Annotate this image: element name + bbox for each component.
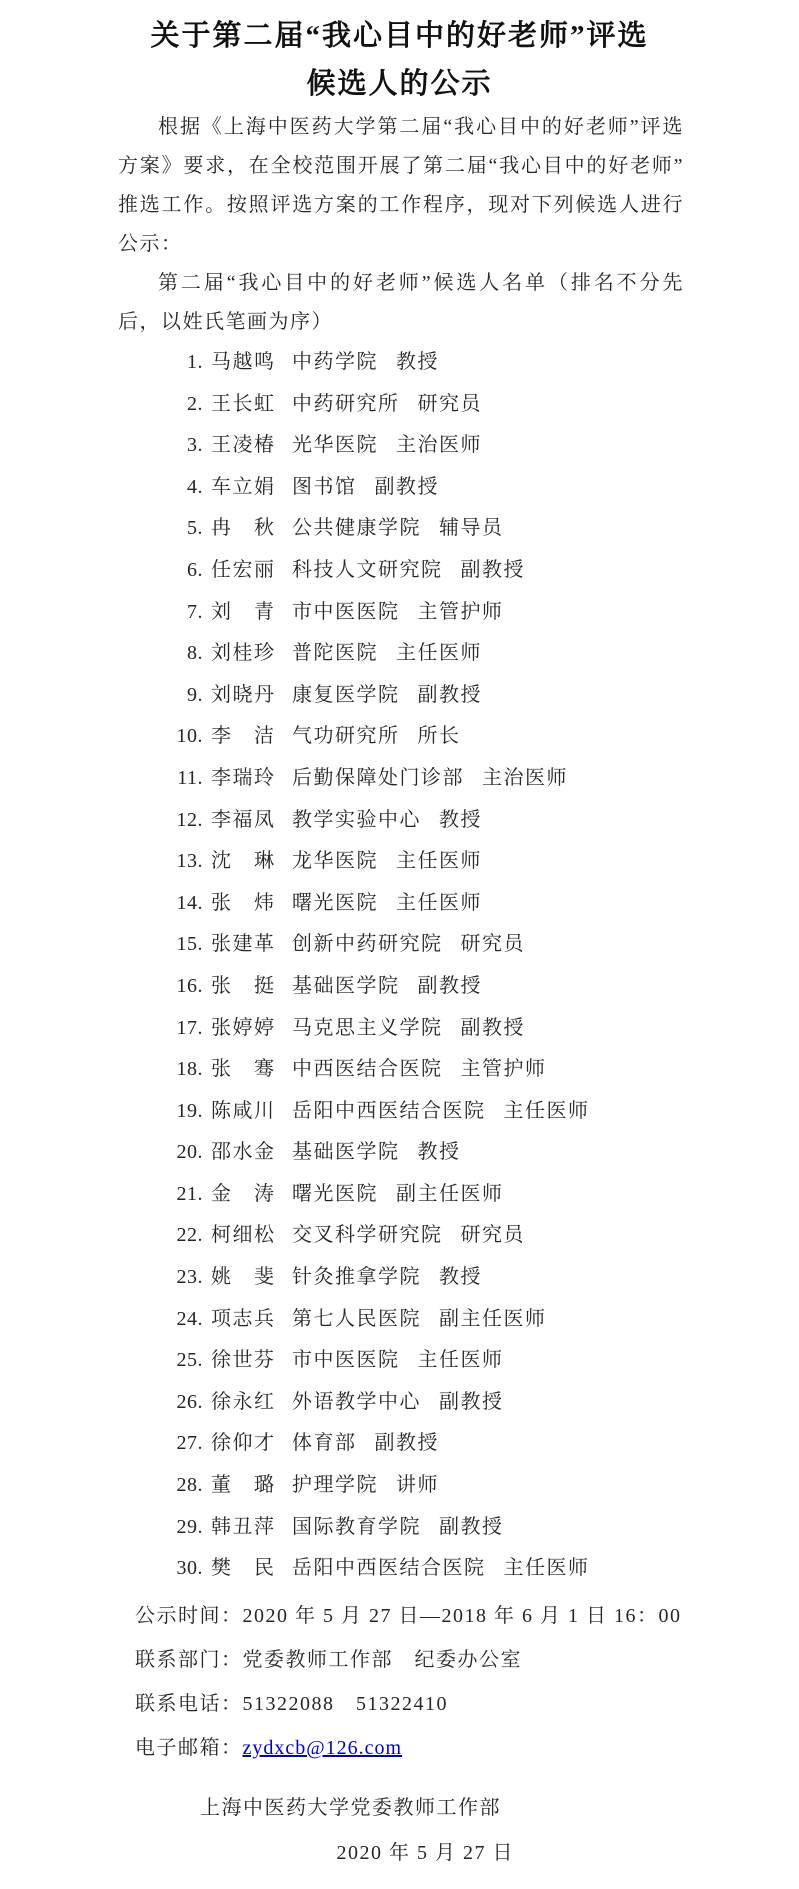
candidate-number: 2. bbox=[187, 392, 203, 415]
list-item bbox=[118, 550, 684, 592]
list-intro-paragraph: 第二届“我心目中的好老师”候选人名单（排名不分先后，以姓氏笔画为序） bbox=[118, 272, 684, 333]
candidate-name: 王长虹 bbox=[211, 392, 276, 415]
candidate-department: 岳阳中西医结合医院 bbox=[292, 1557, 486, 1580]
candidate-job-title: 主任医师 bbox=[503, 1099, 590, 1122]
candidate-name: 姚 斐 bbox=[211, 1266, 276, 1289]
candidate-number: 24. bbox=[176, 1307, 203, 1330]
candidate-name: 陈咸川 bbox=[211, 1099, 276, 1122]
candidate-department: 基础医学院 bbox=[292, 1141, 400, 1164]
candidate-name: 任宏丽 bbox=[211, 558, 276, 581]
candidate-job-title: 主管护师 bbox=[460, 1058, 547, 1081]
candidate-name: 王凌椿 bbox=[211, 434, 276, 457]
candidate-job-title: 副教授 bbox=[460, 558, 525, 581]
candidate-job-title: 讲师 bbox=[396, 1474, 439, 1497]
candidate-job-title: 副教授 bbox=[439, 1515, 504, 1538]
list-item bbox=[118, 1299, 684, 1341]
candidate-name: 刘晓丹 bbox=[211, 683, 276, 706]
candidate-name: 李 洁 bbox=[211, 725, 276, 748]
candidate-department: 光华医院 bbox=[292, 434, 378, 457]
list-item bbox=[118, 716, 684, 758]
candidate-job-title: 教授 bbox=[396, 351, 439, 373]
candidate-department: 岳阳中西医结合医院 bbox=[292, 1099, 486, 1122]
contact-dept-value: 党委教师工作部 纪委办公室 bbox=[242, 1648, 522, 1671]
candidate-name: 项志兵 bbox=[211, 1307, 276, 1330]
list-item bbox=[118, 384, 684, 426]
list-item bbox=[118, 966, 684, 1008]
candidate-department: 科技人文研究院 bbox=[292, 558, 443, 581]
list-item bbox=[118, 1091, 684, 1133]
candidate-number: 4. bbox=[187, 475, 203, 498]
candidate-name: 董 璐 bbox=[211, 1474, 276, 1497]
list-item bbox=[118, 1215, 684, 1257]
candidate-job-title: 主任医师 bbox=[396, 891, 482, 914]
candidate-department: 体育部 bbox=[292, 1432, 357, 1455]
list-item bbox=[118, 1132, 684, 1174]
candidate-job-title: 主任医师 bbox=[503, 1557, 590, 1580]
page-title-line-1: 关于第二届“我心目中的好老师”评选 bbox=[150, 20, 649, 52]
candidate-name: 张 骞 bbox=[211, 1058, 276, 1081]
candidate-department: 普陀医院 bbox=[292, 642, 378, 665]
candidate-department: 国际教育学院 bbox=[292, 1515, 421, 1538]
candidate-name: 刘桂珍 bbox=[211, 642, 276, 665]
candidate-job-title: 辅导员 bbox=[439, 517, 504, 540]
candidate-job-title: 教授 bbox=[417, 1141, 461, 1164]
candidate-department: 外语教学中心 bbox=[292, 1390, 421, 1413]
candidate-department: 中西医结合医院 bbox=[292, 1058, 443, 1081]
candidate-job-title: 主治医师 bbox=[482, 766, 568, 789]
footer-info bbox=[135, 1594, 684, 1770]
candidate-department: 第七人民医院 bbox=[292, 1307, 421, 1330]
candidate-job-title: 副教授 bbox=[417, 974, 482, 997]
candidate-job-title: 副主任医师 bbox=[439, 1307, 547, 1330]
candidate-name: 张建革 bbox=[211, 933, 276, 956]
candidate-number: 8. bbox=[187, 642, 203, 665]
candidate-name: 金 涛 bbox=[211, 1182, 276, 1205]
candidate-department: 基础医学院 bbox=[292, 974, 400, 997]
candidate-number: 1. bbox=[187, 351, 203, 373]
candidate-number: 15. bbox=[176, 933, 203, 956]
candidate-department: 马克思主义学院 bbox=[292, 1016, 443, 1039]
list-item bbox=[118, 841, 684, 883]
contact-phone-line bbox=[135, 1682, 684, 1726]
candidate-department: 针灸推拿学院 bbox=[292, 1266, 421, 1289]
candidate-department: 曙光医院 bbox=[292, 891, 378, 914]
list-item bbox=[118, 1049, 684, 1091]
contact-phone-value: 51322088 51322410 bbox=[242, 1692, 448, 1715]
candidate-name: 车立娟 bbox=[211, 475, 276, 498]
candidate-department: 后勤保障处门诊部 bbox=[292, 766, 464, 789]
list-item bbox=[118, 1257, 684, 1299]
candidate-department: 气功研究所 bbox=[292, 725, 400, 748]
list-item bbox=[118, 342, 684, 384]
candidate-department: 图书馆 bbox=[292, 475, 357, 498]
candidate-name: 冉 秋 bbox=[211, 517, 276, 540]
candidate-job-title: 教授 bbox=[439, 808, 482, 831]
list-item bbox=[118, 1465, 684, 1507]
candidate-job-title: 主治医师 bbox=[396, 434, 482, 457]
list-item bbox=[118, 1548, 684, 1590]
candidate-job-title: 副主任医师 bbox=[396, 1182, 504, 1205]
candidate-name: 徐世芬 bbox=[211, 1349, 276, 1372]
contact-dept-line bbox=[135, 1638, 684, 1682]
candidate-name: 张 炜 bbox=[211, 891, 276, 914]
candidate-job-title: 主管护师 bbox=[417, 600, 504, 623]
candidate-name: 徐永红 bbox=[211, 1390, 276, 1413]
email-link[interactable]: zydxcb@126.com bbox=[242, 1736, 403, 1759]
candidate-department: 市中医医院 bbox=[292, 600, 400, 623]
signature-date: 2020 年 5 月 27 日 bbox=[336, 1841, 514, 1864]
candidate-number: 5. bbox=[187, 517, 203, 540]
candidate-number: 27. bbox=[176, 1432, 203, 1455]
intro-paragraph: 根据《上海中医药大学第二届“我心目中的好老师”评选方案》要求，在全校范围开展了第二届“我心目中的好老师”推选工作。按照评选方案的工作程序，现对下列候选人进行公示： bbox=[118, 116, 684, 255]
list-item bbox=[118, 1423, 684, 1465]
candidate-number: 26. bbox=[176, 1390, 203, 1413]
candidate-number: 28. bbox=[176, 1474, 203, 1497]
list-item bbox=[118, 1382, 684, 1424]
candidate-number: 25. bbox=[176, 1349, 203, 1372]
candidate-job-title: 研究员 bbox=[460, 933, 525, 956]
candidate-job-title: 副教授 bbox=[374, 475, 439, 498]
candidate-name: 徐仰才 bbox=[211, 1432, 276, 1455]
publicity-time-line bbox=[135, 1594, 684, 1638]
candidate-number: 6. bbox=[187, 558, 203, 581]
email-line bbox=[135, 1726, 684, 1770]
candidate-number: 9. bbox=[187, 683, 203, 706]
list-item bbox=[118, 1008, 684, 1050]
list-item bbox=[118, 1507, 684, 1549]
list-item bbox=[118, 425, 684, 467]
candidate-department: 康复医学院 bbox=[292, 683, 400, 706]
candidate-name: 张 挺 bbox=[211, 974, 276, 997]
candidate-name: 樊 民 bbox=[211, 1557, 276, 1580]
candidate-number: 13. bbox=[176, 850, 203, 873]
candidate-job-title: 所长 bbox=[417, 725, 461, 748]
candidate-name: 刘 青 bbox=[211, 600, 276, 623]
list-item bbox=[118, 1174, 684, 1216]
candidate-name: 李福凤 bbox=[211, 808, 276, 831]
candidate-name: 沈 琳 bbox=[211, 850, 276, 873]
candidate-number: 3. bbox=[187, 434, 203, 457]
candidate-department: 护理学院 bbox=[292, 1474, 378, 1497]
candidate-department: 市中医医院 bbox=[292, 1349, 400, 1372]
list-item bbox=[118, 592, 684, 634]
list-item bbox=[118, 675, 684, 717]
list-item bbox=[118, 924, 684, 966]
candidate-number: 18. bbox=[176, 1058, 203, 1081]
contact-phone-label: 联系电话： bbox=[135, 1692, 243, 1715]
candidate-number: 10. bbox=[176, 725, 203, 748]
page-title bbox=[60, 12, 739, 108]
candidate-job-title: 主任医师 bbox=[396, 642, 482, 665]
candidate-job-title: 研究员 bbox=[460, 1224, 525, 1247]
candidate-number: 14. bbox=[176, 891, 203, 914]
candidate-department: 龙华医院 bbox=[292, 850, 378, 873]
candidate-number: 29. bbox=[176, 1515, 203, 1538]
candidate-number: 17. bbox=[176, 1016, 203, 1039]
candidate-job-title: 副教授 bbox=[439, 1390, 504, 1413]
candidate-number: 16. bbox=[176, 974, 203, 997]
candidate-name: 柯细松 bbox=[211, 1224, 276, 1247]
candidate-department: 中药研究所 bbox=[292, 392, 400, 415]
list-item bbox=[118, 508, 684, 550]
candidate-department: 创新中药研究院 bbox=[292, 933, 443, 956]
candidate-number: 12. bbox=[176, 808, 203, 831]
signature-block bbox=[118, 1786, 684, 1876]
list-item bbox=[118, 758, 684, 800]
candidate-name: 张婷婷 bbox=[211, 1016, 276, 1039]
candidate-number: 22. bbox=[176, 1224, 203, 1247]
candidate-name: 韩丑萍 bbox=[211, 1515, 276, 1538]
candidate-department: 曙光医院 bbox=[292, 1182, 378, 1205]
candidate-job-title: 教授 bbox=[439, 1266, 482, 1289]
list-item bbox=[118, 633, 684, 675]
candidate-number: 20. bbox=[176, 1141, 203, 1164]
candidate-job-title: 研究员 bbox=[417, 392, 482, 415]
contact-dept-label: 联系部门： bbox=[135, 1648, 243, 1671]
signature-org: 上海中医药大学党委教师工作部 bbox=[200, 1796, 501, 1819]
list-item bbox=[118, 883, 684, 925]
list-item bbox=[118, 467, 684, 509]
candidate-name: 邵水金 bbox=[211, 1141, 276, 1164]
candidate-job-title: 主任医师 bbox=[417, 1349, 504, 1372]
candidate-number: 23. bbox=[176, 1266, 203, 1289]
publicity-time-value: 2020 年 5 月 27 日—2018 年 6 月 1 日 16：00 bbox=[242, 1604, 682, 1627]
candidate-department: 教学实验中心 bbox=[292, 808, 421, 831]
candidate-number: 7. bbox=[187, 600, 203, 623]
candidate-job-title: 副教授 bbox=[417, 683, 482, 706]
candidate-department: 公共健康学院 bbox=[292, 517, 421, 540]
candidate-number: 21. bbox=[176, 1182, 203, 1205]
candidate-number: 30. bbox=[176, 1557, 203, 1580]
candidate-department: 中药学院 bbox=[292, 351, 378, 373]
candidate-job-title: 副教授 bbox=[460, 1016, 525, 1039]
candidate-list bbox=[118, 342, 684, 1590]
email-label: 电子邮箱： bbox=[135, 1736, 243, 1759]
candidate-number: 19. bbox=[176, 1099, 203, 1122]
list-item bbox=[118, 800, 684, 842]
publicity-time-label: 公示时间： bbox=[135, 1604, 243, 1627]
document-body bbox=[118, 108, 684, 1876]
candidate-name: 马越鸣 bbox=[211, 351, 276, 373]
candidate-job-title: 主任医师 bbox=[396, 850, 482, 873]
candidate-number: 11. bbox=[177, 766, 203, 789]
candidate-name: 李瑞玲 bbox=[211, 766, 276, 789]
list-item bbox=[118, 1340, 684, 1382]
candidate-department: 交叉科学研究院 bbox=[292, 1224, 443, 1247]
page-title-line-2: 候选人的公示 bbox=[306, 68, 493, 100]
candidate-job-title: 副教授 bbox=[374, 1432, 439, 1455]
